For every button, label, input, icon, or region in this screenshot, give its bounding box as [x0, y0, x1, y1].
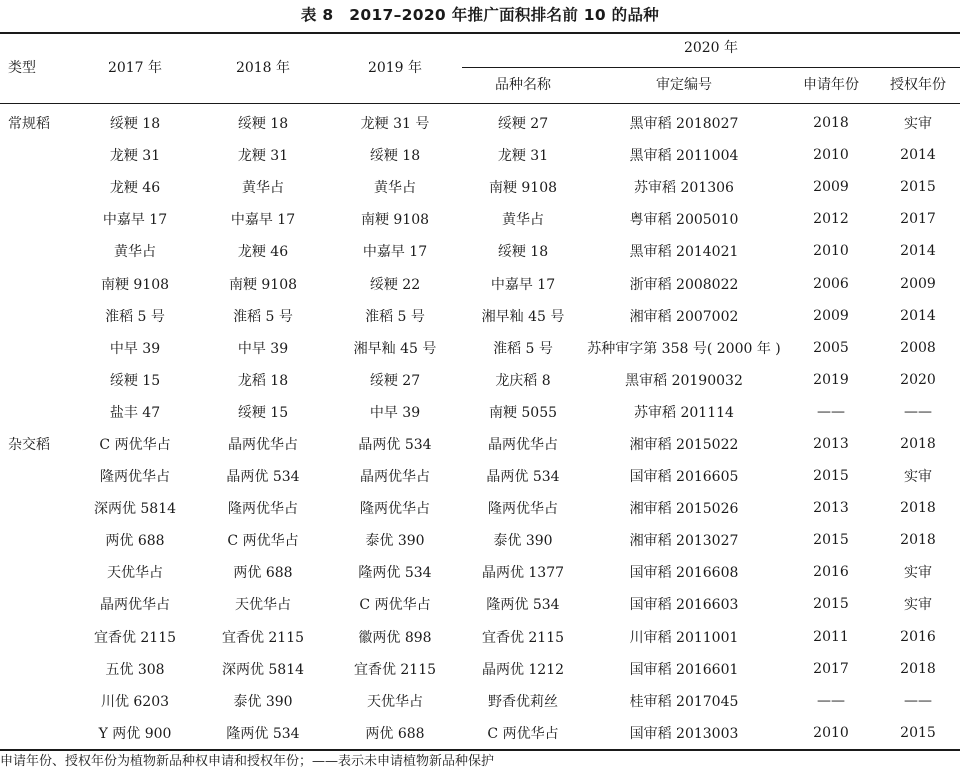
- cell-apply-year: 2010: [813, 147, 849, 164]
- cell-approval-no: 桂审稻 2017045: [629, 693, 739, 710]
- cell-variety-2020: 晶两优 1377: [481, 565, 565, 582]
- cell-variety-2018: 深两优 5814: [221, 661, 305, 678]
- cell-grant-year: 实审: [904, 565, 932, 582]
- cell-apply-year: 2009: [813, 179, 849, 196]
- cell-variety-2018: 隆两优 534: [226, 725, 300, 742]
- cell-variety-2018: C 两优华占: [227, 533, 299, 550]
- table-row: [0, 235, 960, 267]
- cell-apply-year: ——: [817, 692, 845, 709]
- table-row: [0, 267, 960, 299]
- table-row: [0, 492, 960, 524]
- cell-type: [0, 300, 70, 332]
- cell-type: [0, 588, 70, 620]
- cell-variety-2020: 淮稻 5 号: [493, 340, 553, 357]
- cell-apply-year: 2010: [813, 243, 849, 260]
- cell-type: [0, 267, 70, 299]
- cell-grant-year: ——: [904, 692, 932, 709]
- table-row: [0, 396, 960, 428]
- cell-grant-year: 2015: [900, 179, 936, 196]
- cell-variety-2019: 绥粳 27: [369, 372, 421, 389]
- cell-variety-2019: 徽两优 898: [358, 629, 432, 646]
- cell-type: [0, 685, 70, 717]
- cell-variety-2017: 黄华占: [114, 244, 156, 261]
- top-rule: [0, 32, 960, 34]
- cell-type: [0, 492, 70, 524]
- table-row: [0, 460, 960, 492]
- cell-variety-2020: 隆两优华占: [488, 501, 558, 518]
- cell-variety-2020: 宜香优 2115: [481, 629, 565, 646]
- year-2020-subrule: [462, 67, 960, 68]
- cell-variety-2018: 龙稻 18: [237, 372, 289, 389]
- cell-variety-2019: 隆两优 534: [358, 565, 432, 582]
- cell-variety-2017: 绥粳 15: [109, 372, 161, 389]
- table-row: [0, 653, 960, 685]
- cell-type: [0, 364, 70, 396]
- header-grant-year: 授权年份: [890, 77, 946, 93]
- cell-approval-no: 黑审稻 2018027: [629, 116, 739, 133]
- table-row: [0, 107, 960, 139]
- cell-type: [0, 653, 70, 685]
- cell-apply-year: 2015: [813, 532, 849, 549]
- header-variety-name: 品种名称: [495, 77, 551, 93]
- cell-variety-2017: 龙粳 46: [109, 180, 161, 197]
- cell-type: [0, 524, 70, 556]
- cell-variety-2019: 晶两优 534: [358, 436, 432, 453]
- cell-type: [0, 171, 70, 203]
- cell-approval-no: 湘审稻 2015022: [629, 436, 739, 453]
- cell-variety-2018: 黄华占: [242, 180, 284, 197]
- table-row: [0, 588, 960, 620]
- table-row: [0, 621, 960, 653]
- cell-variety-2018: 晶两优华占: [228, 436, 298, 453]
- cell-grant-year: 2017: [900, 211, 936, 228]
- table-row: [0, 171, 960, 203]
- cell-apply-year: 2005: [813, 339, 849, 356]
- cell-type: [0, 621, 70, 653]
- cell-approval-no: 国审稻 2016605: [629, 469, 739, 486]
- cell-variety-2017: 晶两优华占: [100, 597, 170, 614]
- cell-variety-2020: C 两优华占: [487, 725, 559, 742]
- cell-variety-2017: 淮稻 5 号: [105, 308, 165, 325]
- header-2018: 2018 年: [235, 60, 291, 76]
- cell-variety-2017: 天优华占: [107, 565, 163, 582]
- cell-variety-2018: 中嘉早 17: [230, 212, 296, 229]
- bottom-rule: [0, 749, 960, 751]
- cell-apply-year: 2015: [813, 596, 849, 613]
- cell-variety-2020: 泰优 390: [493, 533, 553, 550]
- cell-apply-year: 2010: [813, 724, 849, 741]
- cell-variety-2018: 龙粳 46: [237, 244, 289, 261]
- table-row: [0, 428, 960, 460]
- cell-type: 常规稻: [8, 116, 50, 133]
- cell-variety-2019: 湘早籼 45 号: [353, 340, 437, 357]
- cell-grant-year: ——: [904, 403, 932, 420]
- table-row: [0, 524, 960, 556]
- cell-variety-2019: 隆两优华占: [360, 501, 430, 518]
- cell-grant-year: 2014: [900, 147, 936, 164]
- cell-variety-2020: 中嘉早 17: [490, 276, 556, 293]
- header-2020: 2020 年: [683, 40, 739, 56]
- table-row: [0, 332, 960, 364]
- cell-variety-2020: 龙粳 31: [497, 148, 549, 165]
- cell-variety-2017: C 两优华占: [99, 436, 171, 453]
- cell-grant-year: 2018: [900, 500, 936, 517]
- cell-grant-year: 2009: [900, 275, 936, 292]
- cell-approval-no: 国审稻 2016608: [629, 565, 739, 582]
- cell-approval-no: 湘审稻 2015026: [629, 501, 739, 518]
- cell-variety-2017: Y 两优 900: [98, 725, 172, 742]
- cell-apply-year: 2019: [813, 371, 849, 388]
- cell-variety-2018: 绥粳 15: [237, 404, 289, 421]
- cell-variety-2018: 南粳 9108: [228, 276, 298, 293]
- cell-variety-2017: 五优 308: [105, 661, 165, 678]
- cell-variety-2020: 黄华占: [502, 212, 544, 229]
- cell-grant-year: 2014: [900, 307, 936, 324]
- cell-approval-no: 浙审稻 2008022: [629, 276, 739, 293]
- cell-apply-year: 2018: [813, 115, 849, 132]
- cell-grant-year: 2018: [900, 532, 936, 549]
- cell-variety-2019: 宜香优 2115: [353, 661, 437, 678]
- header-apply-year: 申请年份: [803, 77, 859, 93]
- cell-approval-no: 川审稻 2011001: [629, 629, 739, 646]
- cell-grant-year: 2015: [900, 724, 936, 741]
- cell-variety-2017: 盐丰 47: [109, 404, 161, 421]
- table-row: [0, 685, 960, 717]
- cell-variety-2019: 绥粳 18: [369, 148, 421, 165]
- footnote: 申请年份、授权年份为植物新品种权申请和授权年份；——表示未申请植物新品种保护: [0, 754, 495, 769]
- cell-variety-2017: 隆两优华占: [100, 469, 170, 486]
- cell-type: [0, 139, 70, 171]
- cell-variety-2019: 中嘉早 17: [362, 244, 428, 261]
- cell-type: [0, 203, 70, 235]
- cell-grant-year: 2018: [900, 435, 936, 452]
- cell-variety-2019: 龙粳 31 号: [360, 116, 430, 133]
- cell-type: [0, 460, 70, 492]
- cell-variety-2019: 中早 39: [369, 404, 421, 421]
- cell-variety-2020: 晶两优 1212: [481, 661, 565, 678]
- header-type: 类型: [8, 60, 36, 76]
- cell-apply-year: 2012: [813, 211, 849, 228]
- cell-grant-year: 2016: [900, 628, 936, 645]
- cell-approval-no: 黑审稻 2011004: [629, 148, 739, 165]
- cell-apply-year: 2006: [813, 275, 849, 292]
- header-rule: [0, 103, 960, 104]
- cell-variety-2018: 龙粳 31: [237, 148, 289, 165]
- header-2017: 2017 年: [107, 60, 163, 76]
- table-row: [0, 364, 960, 396]
- cell-variety-2020: 晶两优华占: [488, 436, 558, 453]
- cell-variety-2018: 隆两优华占: [228, 501, 298, 518]
- cell-variety-2020: 晶两优 534: [486, 469, 560, 486]
- cell-variety-2020: 南粳 9108: [488, 180, 558, 197]
- cell-variety-2020: 野香优莉丝: [488, 693, 558, 710]
- cell-variety-2019: 晶两优华占: [360, 469, 430, 486]
- cell-variety-2020: 南粳 5055: [488, 404, 558, 421]
- cell-variety-2017: 两优 688: [105, 533, 165, 550]
- table-row: [0, 139, 960, 171]
- cell-approval-no: 黑审稻 2014021: [629, 244, 739, 261]
- cell-type: [0, 556, 70, 588]
- cell-variety-2018: 泰优 390: [233, 693, 293, 710]
- cell-approval-no: 粤审稻 2005010: [629, 212, 739, 229]
- cell-approval-no: 苏审稻 201306: [634, 180, 734, 197]
- cell-type: [0, 396, 70, 428]
- cell-apply-year: ——: [817, 403, 845, 420]
- table-row: [0, 300, 960, 332]
- cell-variety-2017: 绥粳 18: [109, 116, 161, 133]
- cell-variety-2019: 淮稻 5 号: [365, 308, 425, 325]
- cell-variety-2017: 深两优 5814: [93, 501, 177, 518]
- cell-apply-year: 2011: [813, 628, 849, 645]
- cell-apply-year: 2016: [813, 564, 849, 581]
- header-2019: 2019 年: [367, 60, 423, 76]
- header-approval-no: 审定编号: [656, 77, 712, 93]
- cell-apply-year: 2009: [813, 307, 849, 324]
- cell-variety-2020: 隆两优 534: [486, 597, 560, 614]
- cell-variety-2017: 川优 6203: [100, 693, 170, 710]
- cell-approval-no: 黑审稻 20190032: [625, 372, 743, 389]
- cell-variety-2018: 两优 688: [233, 565, 293, 582]
- cell-grant-year: 实审: [904, 469, 932, 486]
- cell-grant-year: 2014: [900, 243, 936, 260]
- cell-variety-2017: 龙粳 31: [109, 148, 161, 165]
- table-row: [0, 717, 960, 749]
- cell-variety-2018: 淮稻 5 号: [233, 308, 293, 325]
- table-row: [0, 203, 960, 235]
- cell-approval-no: 苏审稻 201114: [634, 404, 734, 421]
- cell-variety-2017: 南粳 9108: [100, 276, 170, 293]
- cell-grant-year: 实审: [904, 116, 932, 133]
- cell-approval-no: 国审稻 2016601: [629, 661, 739, 678]
- cell-apply-year: 2013: [813, 435, 849, 452]
- cell-variety-2018: 晶两优 534: [226, 469, 300, 486]
- cell-variety-2018: 宜香优 2115: [221, 629, 305, 646]
- cell-type: 杂交稻: [8, 436, 50, 453]
- cell-variety-2017: 中早 39: [109, 340, 161, 357]
- cell-type: [0, 717, 70, 749]
- cell-variety-2017: 中嘉早 17: [102, 212, 168, 229]
- cell-variety-2018: 中早 39: [237, 340, 289, 357]
- cell-apply-year: 2017: [813, 660, 849, 677]
- variety-table: [0, 107, 960, 749]
- table-caption: 表 8 2017–2020 年推广面积排名前 10 的品种: [300, 6, 660, 24]
- cell-variety-2019: 天优华占: [367, 693, 423, 710]
- cell-approval-no: 苏种审字第 358 号( 2000 年 ): [587, 340, 781, 357]
- cell-approval-no: 湘审稻 2007002: [629, 308, 739, 325]
- cell-variety-2020: 绥粳 18: [497, 244, 549, 261]
- cell-approval-no: 国审稻 2016603: [629, 597, 739, 614]
- cell-type: [0, 332, 70, 364]
- cell-approval-no: 国审稻 2013003: [629, 725, 739, 742]
- cell-grant-year: 2018: [900, 660, 936, 677]
- cell-variety-2020: 绥粳 27: [497, 116, 549, 133]
- cell-apply-year: 2013: [813, 500, 849, 517]
- cell-variety-2020: 龙庆稻 8: [495, 372, 551, 389]
- cell-type: [0, 235, 70, 267]
- cell-grant-year: 2008: [900, 339, 936, 356]
- cell-approval-no: 湘审稻 2013027: [629, 533, 739, 550]
- cell-variety-2019: 黄华占: [374, 180, 416, 197]
- cell-variety-2020: 湘早籼 45 号: [481, 308, 565, 325]
- cell-variety-2018: 天优华占: [235, 597, 291, 614]
- cell-variety-2019: 绥粳 22: [369, 276, 421, 293]
- cell-variety-2018: 绥粳 18: [237, 116, 289, 133]
- cell-apply-year: 2015: [813, 468, 849, 485]
- cell-variety-2019: C 两优华占: [359, 597, 431, 614]
- cell-variety-2019: 泰优 390: [365, 533, 425, 550]
- cell-variety-2017: 宜香优 2115: [93, 629, 177, 646]
- table-row: [0, 556, 960, 588]
- cell-variety-2019: 两优 688: [365, 725, 425, 742]
- cell-grant-year: 2020: [900, 371, 936, 388]
- cell-variety-2019: 南粳 9108: [360, 212, 430, 229]
- cell-grant-year: 实审: [904, 597, 932, 614]
